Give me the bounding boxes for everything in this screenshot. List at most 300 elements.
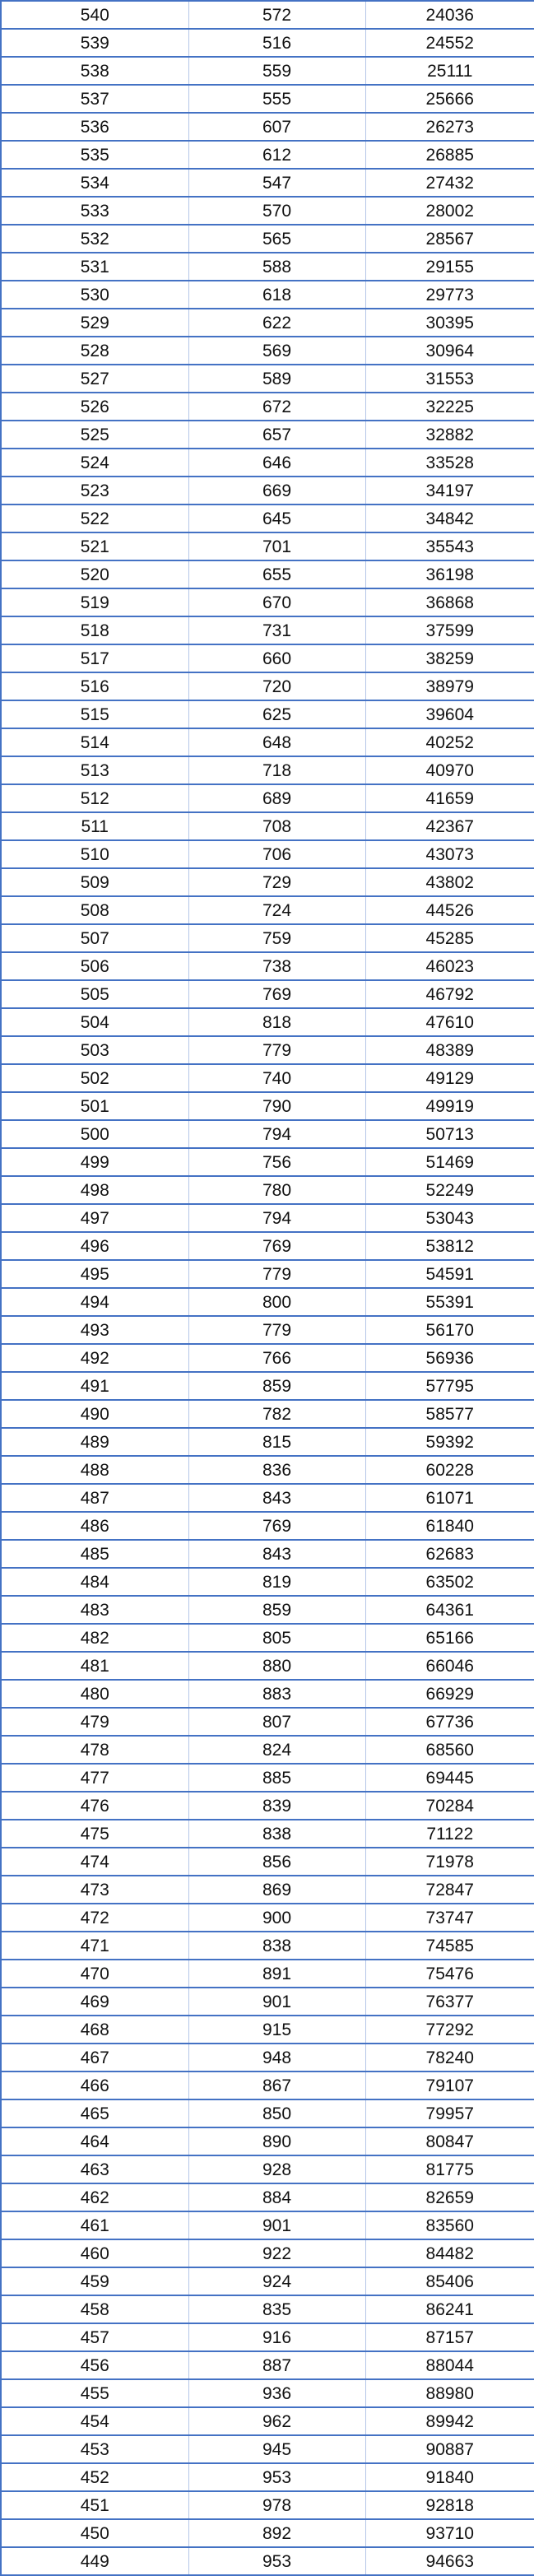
table-row bbox=[1, 784, 534, 812]
cumulative-cell: 62683 bbox=[365, 1540, 534, 1568]
count-cell: 516 bbox=[188, 29, 365, 57]
cumulative-cell: 42367 bbox=[365, 812, 534, 840]
cumulative-cell: 34842 bbox=[365, 505, 534, 532]
cumulative-cell: 29155 bbox=[365, 253, 534, 281]
count-cell: 660 bbox=[188, 644, 365, 672]
score-cell: 517 bbox=[1, 644, 188, 672]
cumulative-cell: 54591 bbox=[365, 1260, 534, 1288]
cumulative-cell: 69445 bbox=[365, 1764, 534, 1792]
count-cell: 706 bbox=[188, 840, 365, 868]
count-cell: 779 bbox=[188, 1036, 365, 1064]
table-row bbox=[1, 2127, 534, 2155]
table-row bbox=[1, 1260, 534, 1288]
table-row bbox=[1, 1, 534, 29]
cumulative-cell: 30964 bbox=[365, 337, 534, 365]
table-row bbox=[1, 1568, 534, 1596]
table-row bbox=[1, 2099, 534, 2127]
count-cell: 701 bbox=[188, 532, 365, 560]
count-cell: 978 bbox=[188, 2491, 365, 2519]
score-cell: 468 bbox=[1, 2016, 188, 2044]
table-row bbox=[1, 2379, 534, 2407]
table-row bbox=[1, 700, 534, 728]
cumulative-cell: 61840 bbox=[365, 1512, 534, 1540]
table-row bbox=[1, 1372, 534, 1400]
cumulative-cell: 78240 bbox=[365, 2044, 534, 2071]
score-cell: 505 bbox=[1, 980, 188, 1008]
count-cell: 859 bbox=[188, 1596, 365, 1624]
table-row bbox=[1, 1316, 534, 1344]
table-row bbox=[1, 756, 534, 784]
count-cell: 769 bbox=[188, 1512, 365, 1540]
count-cell: 569 bbox=[188, 337, 365, 365]
count-cell: 843 bbox=[188, 1540, 365, 1568]
table-row bbox=[1, 2351, 534, 2379]
score-cell: 508 bbox=[1, 896, 188, 924]
score-cell: 482 bbox=[1, 1624, 188, 1652]
table-row bbox=[1, 393, 534, 421]
score-cell: 534 bbox=[1, 169, 188, 197]
count-cell: 892 bbox=[188, 2519, 365, 2547]
score-cell: 518 bbox=[1, 616, 188, 644]
score-cell: 487 bbox=[1, 1484, 188, 1512]
table-row bbox=[1, 1624, 534, 1652]
cumulative-cell: 36198 bbox=[365, 560, 534, 588]
score-cell: 502 bbox=[1, 1064, 188, 1092]
count-cell: 818 bbox=[188, 1008, 365, 1036]
cumulative-cell: 28002 bbox=[365, 197, 534, 225]
cumulative-cell: 90887 bbox=[365, 2435, 534, 2463]
cumulative-cell: 27432 bbox=[365, 169, 534, 197]
count-cell: 779 bbox=[188, 1316, 365, 1344]
table-row bbox=[1, 2519, 534, 2547]
count-cell: 936 bbox=[188, 2379, 365, 2407]
count-cell: 838 bbox=[188, 1932, 365, 1960]
table-row bbox=[1, 225, 534, 253]
cumulative-cell: 64361 bbox=[365, 1596, 534, 1624]
count-cell: 559 bbox=[188, 57, 365, 85]
table-row bbox=[1, 896, 534, 924]
count-cell: 657 bbox=[188, 421, 365, 449]
table-row bbox=[1, 1400, 534, 1428]
count-cell: 738 bbox=[188, 952, 365, 980]
table-row bbox=[1, 197, 534, 225]
count-cell: 570 bbox=[188, 197, 365, 225]
cumulative-cell: 71978 bbox=[365, 1848, 534, 1876]
score-cell: 466 bbox=[1, 2071, 188, 2099]
count-cell: 890 bbox=[188, 2127, 365, 2155]
table-row bbox=[1, 868, 534, 896]
score-cell: 492 bbox=[1, 1344, 188, 1372]
count-cell: 859 bbox=[188, 1372, 365, 1400]
score-cell: 467 bbox=[1, 2044, 188, 2071]
cumulative-cell: 56170 bbox=[365, 1316, 534, 1344]
cumulative-cell: 33528 bbox=[365, 449, 534, 477]
count-cell: 884 bbox=[188, 2183, 365, 2211]
count-cell: 588 bbox=[188, 253, 365, 281]
count-cell: 885 bbox=[188, 1764, 365, 1792]
score-cell: 522 bbox=[1, 505, 188, 532]
cumulative-cell: 84482 bbox=[365, 2239, 534, 2267]
cumulative-cell: 80847 bbox=[365, 2127, 534, 2155]
score-cell: 531 bbox=[1, 253, 188, 281]
table-row bbox=[1, 616, 534, 644]
count-cell: 740 bbox=[188, 1064, 365, 1092]
table-row bbox=[1, 1204, 534, 1232]
count-cell: 922 bbox=[188, 2239, 365, 2267]
table-row bbox=[1, 1904, 534, 1932]
cumulative-cell: 40252 bbox=[365, 728, 534, 756]
table-row bbox=[1, 980, 534, 1008]
table-row bbox=[1, 477, 534, 505]
table-row bbox=[1, 505, 534, 532]
count-cell: 547 bbox=[188, 169, 365, 197]
score-cell: 452 bbox=[1, 2463, 188, 2491]
score-cell: 526 bbox=[1, 393, 188, 421]
score-cell: 463 bbox=[1, 2155, 188, 2183]
cumulative-cell: 32225 bbox=[365, 393, 534, 421]
count-cell: 880 bbox=[188, 1652, 365, 1680]
score-cell: 507 bbox=[1, 924, 188, 952]
table-row bbox=[1, 141, 534, 169]
table-row bbox=[1, 1512, 534, 1540]
count-cell: 779 bbox=[188, 1260, 365, 1288]
score-cell: 500 bbox=[1, 1120, 188, 1148]
score-cell: 460 bbox=[1, 2239, 188, 2267]
score-cell: 533 bbox=[1, 197, 188, 225]
score-cell: 527 bbox=[1, 365, 188, 393]
score-cell: 538 bbox=[1, 57, 188, 85]
score-cell: 510 bbox=[1, 840, 188, 868]
score-cell: 540 bbox=[1, 1, 188, 29]
cumulative-cell: 56936 bbox=[365, 1344, 534, 1372]
cumulative-cell: 86241 bbox=[365, 2295, 534, 2323]
cumulative-cell: 26885 bbox=[365, 141, 534, 169]
cumulative-cell: 30395 bbox=[365, 309, 534, 337]
cumulative-cell: 59392 bbox=[365, 1428, 534, 1456]
count-cell: 612 bbox=[188, 141, 365, 169]
cumulative-cell: 53043 bbox=[365, 1204, 534, 1232]
score-cell: 451 bbox=[1, 2491, 188, 2519]
score-cell: 478 bbox=[1, 1736, 188, 1764]
cumulative-cell: 24036 bbox=[365, 1, 534, 29]
table-row bbox=[1, 924, 534, 952]
cumulative-cell: 25111 bbox=[365, 57, 534, 85]
cumulative-cell: 66929 bbox=[365, 1680, 534, 1708]
cumulative-cell: 45285 bbox=[365, 924, 534, 952]
score-cell: 523 bbox=[1, 477, 188, 505]
table-row bbox=[1, 1932, 534, 1960]
table-row bbox=[1, 1876, 534, 1904]
cumulative-cell: 79107 bbox=[365, 2071, 534, 2099]
count-cell: 891 bbox=[188, 1960, 365, 1988]
count-cell: 689 bbox=[188, 784, 365, 812]
table-row bbox=[1, 1652, 534, 1680]
table-row bbox=[1, 1708, 534, 1736]
cumulative-cell: 43802 bbox=[365, 868, 534, 896]
score-cell: 475 bbox=[1, 1820, 188, 1848]
count-cell: 655 bbox=[188, 560, 365, 588]
table-row bbox=[1, 281, 534, 309]
table-row bbox=[1, 1792, 534, 1820]
cumulative-cell: 57795 bbox=[365, 1372, 534, 1400]
table-row bbox=[1, 728, 534, 756]
score-cell: 469 bbox=[1, 1988, 188, 2016]
score-cell: 472 bbox=[1, 1904, 188, 1932]
score-cell: 503 bbox=[1, 1036, 188, 1064]
table-row bbox=[1, 2267, 534, 2295]
table-row bbox=[1, 365, 534, 393]
count-cell: 819 bbox=[188, 1568, 365, 1596]
score-cell: 501 bbox=[1, 1092, 188, 1120]
table-row bbox=[1, 1820, 534, 1848]
cumulative-cell: 24552 bbox=[365, 29, 534, 57]
count-cell: 900 bbox=[188, 1904, 365, 1932]
count-cell: 869 bbox=[188, 1876, 365, 1904]
cumulative-cell: 87157 bbox=[365, 2323, 534, 2351]
count-cell: 794 bbox=[188, 1204, 365, 1232]
count-cell: 622 bbox=[188, 309, 365, 337]
count-cell: 815 bbox=[188, 1428, 365, 1456]
score-cell: 525 bbox=[1, 421, 188, 449]
count-cell: 887 bbox=[188, 2351, 365, 2379]
count-cell: 618 bbox=[188, 281, 365, 309]
table-row bbox=[1, 1176, 534, 1204]
count-cell: 669 bbox=[188, 477, 365, 505]
score-cell: 473 bbox=[1, 1876, 188, 1904]
count-cell: 607 bbox=[188, 113, 365, 141]
score-cell: 488 bbox=[1, 1456, 188, 1484]
table-row bbox=[1, 2323, 534, 2351]
table-row bbox=[1, 2211, 534, 2239]
count-cell: 670 bbox=[188, 588, 365, 616]
score-cell: 535 bbox=[1, 141, 188, 169]
table-row bbox=[1, 1120, 534, 1148]
score-cell: 449 bbox=[1, 2547, 188, 2575]
table-row bbox=[1, 1008, 534, 1036]
cumulative-cell: 94663 bbox=[365, 2547, 534, 2575]
count-cell: 953 bbox=[188, 2547, 365, 2575]
count-cell: 928 bbox=[188, 2155, 365, 2183]
count-cell: 589 bbox=[188, 365, 365, 393]
cumulative-cell: 85406 bbox=[365, 2267, 534, 2295]
score-cell: 455 bbox=[1, 2379, 188, 2407]
cumulative-cell: 52249 bbox=[365, 1176, 534, 1204]
cumulative-cell: 41659 bbox=[365, 784, 534, 812]
table-row bbox=[1, 2491, 534, 2519]
score-cell: 529 bbox=[1, 309, 188, 337]
table-row bbox=[1, 169, 534, 197]
score-cell: 494 bbox=[1, 1288, 188, 1316]
cumulative-cell: 28567 bbox=[365, 225, 534, 253]
table-row bbox=[1, 2547, 534, 2575]
score-cell: 483 bbox=[1, 1596, 188, 1624]
score-cell: 456 bbox=[1, 2351, 188, 2379]
score-cell: 495 bbox=[1, 1260, 188, 1288]
cumulative-cell: 48389 bbox=[365, 1036, 534, 1064]
count-cell: 645 bbox=[188, 505, 365, 532]
count-cell: 724 bbox=[188, 896, 365, 924]
score-cell: 453 bbox=[1, 2435, 188, 2463]
count-cell: 769 bbox=[188, 1232, 365, 1260]
cumulative-cell: 79957 bbox=[365, 2099, 534, 2127]
cumulative-cell: 82659 bbox=[365, 2183, 534, 2211]
score-cell: 520 bbox=[1, 560, 188, 588]
score-cell: 528 bbox=[1, 337, 188, 365]
table-row bbox=[1, 1232, 534, 1260]
table-row bbox=[1, 2071, 534, 2099]
score-cell: 465 bbox=[1, 2099, 188, 2127]
count-cell: 836 bbox=[188, 1456, 365, 1484]
score-cell: 481 bbox=[1, 1652, 188, 1680]
score-cell: 485 bbox=[1, 1540, 188, 1568]
count-cell: 901 bbox=[188, 1988, 365, 2016]
score-cell: 532 bbox=[1, 225, 188, 253]
table-row bbox=[1, 309, 534, 337]
table-row bbox=[1, 644, 534, 672]
count-cell: 769 bbox=[188, 980, 365, 1008]
cumulative-cell: 26273 bbox=[365, 113, 534, 141]
cumulative-cell: 39604 bbox=[365, 700, 534, 728]
cumulative-cell: 36868 bbox=[365, 588, 534, 616]
table-row bbox=[1, 29, 534, 57]
cumulative-cell: 55391 bbox=[365, 1288, 534, 1316]
count-cell: 838 bbox=[188, 1820, 365, 1848]
table-row bbox=[1, 1064, 534, 1092]
cumulative-cell: 77292 bbox=[365, 2016, 534, 2044]
table-row bbox=[1, 2155, 534, 2183]
cumulative-cell: 25666 bbox=[365, 85, 534, 113]
cumulative-cell: 40970 bbox=[365, 756, 534, 784]
score-cell: 509 bbox=[1, 868, 188, 896]
score-cell: 479 bbox=[1, 1708, 188, 1736]
score-cell: 484 bbox=[1, 1568, 188, 1596]
cumulative-cell: 46023 bbox=[365, 952, 534, 980]
score-cell: 514 bbox=[1, 728, 188, 756]
score-cell: 464 bbox=[1, 2127, 188, 2155]
cumulative-cell: 49129 bbox=[365, 1064, 534, 1092]
cumulative-cell: 61071 bbox=[365, 1484, 534, 1512]
count-cell: 800 bbox=[188, 1288, 365, 1316]
cumulative-cell: 91840 bbox=[365, 2463, 534, 2491]
cumulative-cell: 46792 bbox=[365, 980, 534, 1008]
table-row bbox=[1, 2463, 534, 2491]
score-cell: 524 bbox=[1, 449, 188, 477]
count-cell: 807 bbox=[188, 1708, 365, 1736]
cumulative-cell: 50713 bbox=[365, 1120, 534, 1148]
table-row bbox=[1, 1148, 534, 1176]
count-cell: 805 bbox=[188, 1624, 365, 1652]
cumulative-cell: 88980 bbox=[365, 2379, 534, 2407]
score-cell: 493 bbox=[1, 1316, 188, 1344]
cumulative-cell: 75476 bbox=[365, 1960, 534, 1988]
table-row bbox=[1, 812, 534, 840]
score-cell: 477 bbox=[1, 1764, 188, 1792]
cumulative-cell: 81775 bbox=[365, 2155, 534, 2183]
table-row bbox=[1, 2183, 534, 2211]
cumulative-cell: 43073 bbox=[365, 840, 534, 868]
score-cell: 462 bbox=[1, 2183, 188, 2211]
score-cell: 537 bbox=[1, 85, 188, 113]
score-cell: 457 bbox=[1, 2323, 188, 2351]
table-row bbox=[1, 253, 534, 281]
count-cell: 766 bbox=[188, 1344, 365, 1372]
table-row bbox=[1, 1680, 534, 1708]
count-cell: 555 bbox=[188, 85, 365, 113]
cumulative-cell: 83560 bbox=[365, 2211, 534, 2239]
score-cell: 511 bbox=[1, 812, 188, 840]
count-cell: 867 bbox=[188, 2071, 365, 2099]
count-cell: 565 bbox=[188, 225, 365, 253]
score-cell: 499 bbox=[1, 1148, 188, 1176]
cumulative-cell: 35543 bbox=[365, 532, 534, 560]
score-cell: 497 bbox=[1, 1204, 188, 1232]
table-row bbox=[1, 532, 534, 560]
cumulative-cell: 60228 bbox=[365, 1456, 534, 1484]
table-row bbox=[1, 1036, 534, 1064]
score-cell: 539 bbox=[1, 29, 188, 57]
score-cell: 486 bbox=[1, 1512, 188, 1540]
score-cell: 516 bbox=[1, 672, 188, 700]
table-row bbox=[1, 1960, 534, 1988]
cumulative-cell: 74585 bbox=[365, 1932, 534, 1960]
count-cell: 824 bbox=[188, 1736, 365, 1764]
table-row bbox=[1, 560, 534, 588]
score-cell: 476 bbox=[1, 1792, 188, 1820]
cumulative-cell: 93710 bbox=[365, 2519, 534, 2547]
cumulative-cell: 66046 bbox=[365, 1652, 534, 1680]
table-row bbox=[1, 840, 534, 868]
score-cell: 506 bbox=[1, 952, 188, 980]
count-cell: 883 bbox=[188, 1680, 365, 1708]
count-cell: 729 bbox=[188, 868, 365, 896]
count-cell: 759 bbox=[188, 924, 365, 952]
table-row bbox=[1, 588, 534, 616]
cumulative-cell: 32882 bbox=[365, 421, 534, 449]
cumulative-cell: 92818 bbox=[365, 2491, 534, 2519]
count-cell: 945 bbox=[188, 2435, 365, 2463]
table-row bbox=[1, 2239, 534, 2267]
count-cell: 782 bbox=[188, 1400, 365, 1428]
count-cell: 839 bbox=[188, 1792, 365, 1820]
table-row bbox=[1, 2435, 534, 2463]
count-cell: 916 bbox=[188, 2323, 365, 2351]
table-row bbox=[1, 1092, 534, 1120]
table-row bbox=[1, 57, 534, 85]
cumulative-cell: 58577 bbox=[365, 1400, 534, 1428]
table-row bbox=[1, 1848, 534, 1876]
count-cell: 856 bbox=[188, 1848, 365, 1876]
score-cell: 480 bbox=[1, 1680, 188, 1708]
cumulative-cell: 88044 bbox=[365, 2351, 534, 2379]
score-cell: 490 bbox=[1, 1400, 188, 1428]
score-cell: 519 bbox=[1, 588, 188, 616]
score-cell: 491 bbox=[1, 1372, 188, 1400]
table-row bbox=[1, 449, 534, 477]
table-row bbox=[1, 1596, 534, 1624]
table-row bbox=[1, 1456, 534, 1484]
count-cell: 850 bbox=[188, 2099, 365, 2127]
cumulative-cell: 53812 bbox=[365, 1232, 534, 1260]
score-cell: 515 bbox=[1, 700, 188, 728]
count-cell: 648 bbox=[188, 728, 365, 756]
cumulative-cell: 72847 bbox=[365, 1876, 534, 1904]
score-cell: 471 bbox=[1, 1932, 188, 1960]
count-cell: 790 bbox=[188, 1092, 365, 1120]
count-cell: 843 bbox=[188, 1484, 365, 1512]
count-cell: 625 bbox=[188, 700, 365, 728]
table-row bbox=[1, 1764, 534, 1792]
cumulative-cell: 89942 bbox=[365, 2407, 534, 2435]
